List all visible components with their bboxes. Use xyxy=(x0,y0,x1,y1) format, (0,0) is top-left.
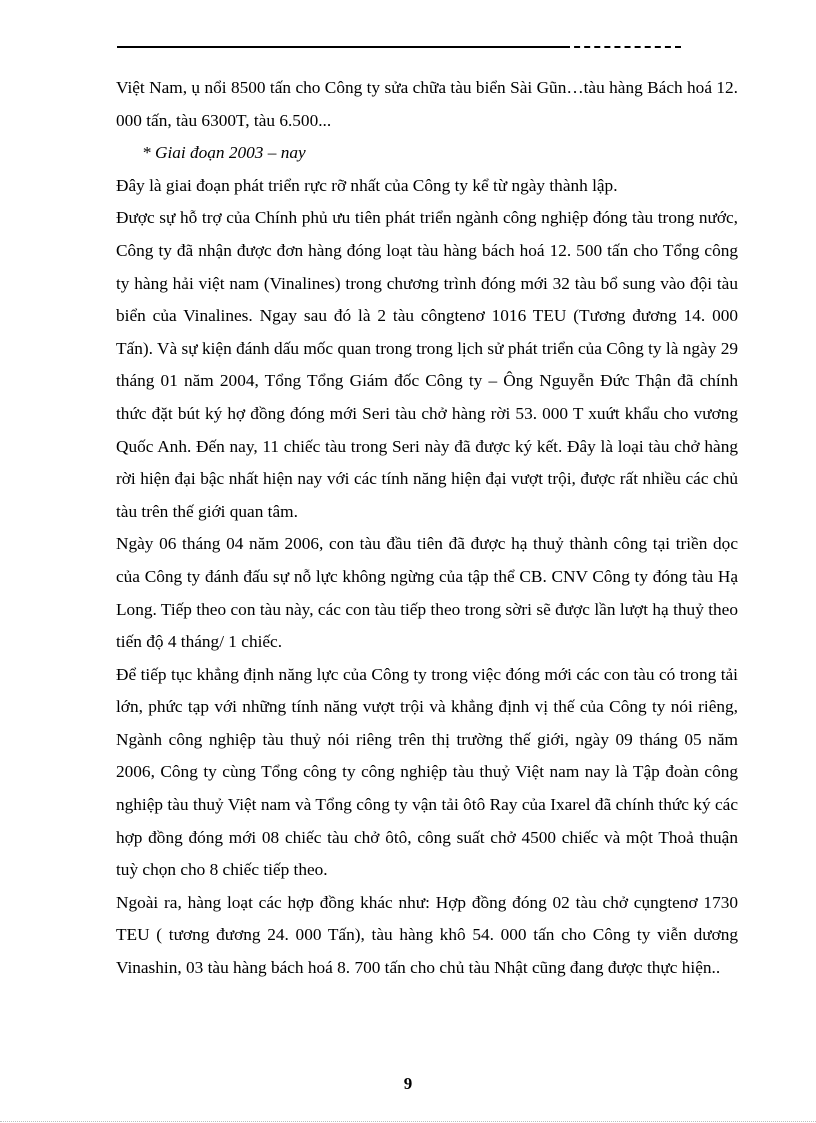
header-rule xyxy=(117,46,681,56)
header-rule-dashed xyxy=(564,46,681,48)
page-number: 9 xyxy=(403,1074,413,1093)
header-rule-solid xyxy=(117,46,564,48)
section-heading: * Giai đoạn 2003 – nay xyxy=(142,143,306,163)
paragraph: Được sự hỗ trợ của Chính phủ ưu tiên phát triển ngành công nghiệp đóng tàu trong nước, Công ty đã nhận được đơn hàng đóng loạt tàu hàng bách hoá 12. 500 tấn cho Tổng công ty hàng hải việt nam (Vinalines) trong chương trình đóng mới 32 tàu bổ sung vào đội tàu biển của Vinalines. Ngay sau đó là 2 tàu côngtenơ 1016 TEU (Tương đương 14. 000 Tấn). Và sự kiện đánh dấu mốc quan trong trong lịch sử phát triển của Công ty là ngày 29 tháng 01 năm 2004, Tổng Tổng Giám đốc Công ty – Ông Nguyễn Đức Thận đã chính thức đặt bút ký hợ đồng đóng mới Seri tàu chở hàng rời 53. 000 T xuứt khẩu cho vương Quốc Anh. Đến nay, 11 chiếc tàu trong Seri này đã được ký kết. Đây là loại tàu chở hàng rời hiện đại bậc nhất hiện nay với các tính năng hiện đại vượt trội, được rất nhiều các chủ tàu trên thế giới quan tâm. xyxy=(116,208,738,521)
body-text xyxy=(116,72,738,985)
paragraph: Việt Nam, ụ nổi 8500 tấn cho Công ty sửa chữa tàu biển Sài Gũn…tàu hàng Bách hoá 12. 000 tấn, tàu 6300T, tàu 6.500... xyxy=(116,78,738,130)
paragraph: Để tiếp tục khẳng định năng lực của Công ty trong việc đóng mới các con tàu có trong tải lớn, phức tạp với những tính năng vượt trội và khẳng định vị thế của Công ty nói riêng, Ngành công nghiệp tàu thuỷ nói riêng trên thị trường thế giới, ngày 09 tháng 05 năm 2006, Công ty cùng Tổng công ty công nghiệp tàu thuỷ Việt nam nay là Tập đoàn công nghiệp tàu thuỷ Việt nam và Tổng công ty vận tải ôtô Ray của Ixarel đã chính thức ký các hợp đồng đóng mới 08 chiếc tàu chở ôtô, công suất chở 4500 chiếc và một Thoả thuận tuỳ chọn cho 8 chiếc tiếp theo. xyxy=(116,664,738,880)
paragraph: Đây là giai đoạn phát triển rực rỡ nhất của Công ty kể từ ngày thành lập. xyxy=(116,175,618,195)
footer-dotted-rule xyxy=(0,1121,816,1122)
paragraph: Ngoài ra, hàng loạt các hợp đồng khác như: Hợp đồng đóng 02 tàu chở cụngtenơ 1730 TEU ( tương đương 24. 000 Tấn), tàu hàng khô 54. 000 tấn cho Công ty viễn dương Vinashin, 03 tàu hàng bách hoá 8. 700 tấn cho chủ tàu Nhật cũng đang được thực hiện.. xyxy=(116,892,738,978)
paragraph: Ngày 06 tháng 04 năm 2006, con tàu đầu tiên đã được hạ thuỷ thành công tại triền dọc của Công ty đánh đấu sự nỗ lực không ngừng của tập thể CB. CNV Công ty đóng tàu Hạ Long. Tiếp theo con tàu này, các con tàu tiếp theo trong sờri sẽ được lần lượt hạ thuỷ theo tiến độ 4 tháng/ 1 chiếc. xyxy=(116,534,738,652)
